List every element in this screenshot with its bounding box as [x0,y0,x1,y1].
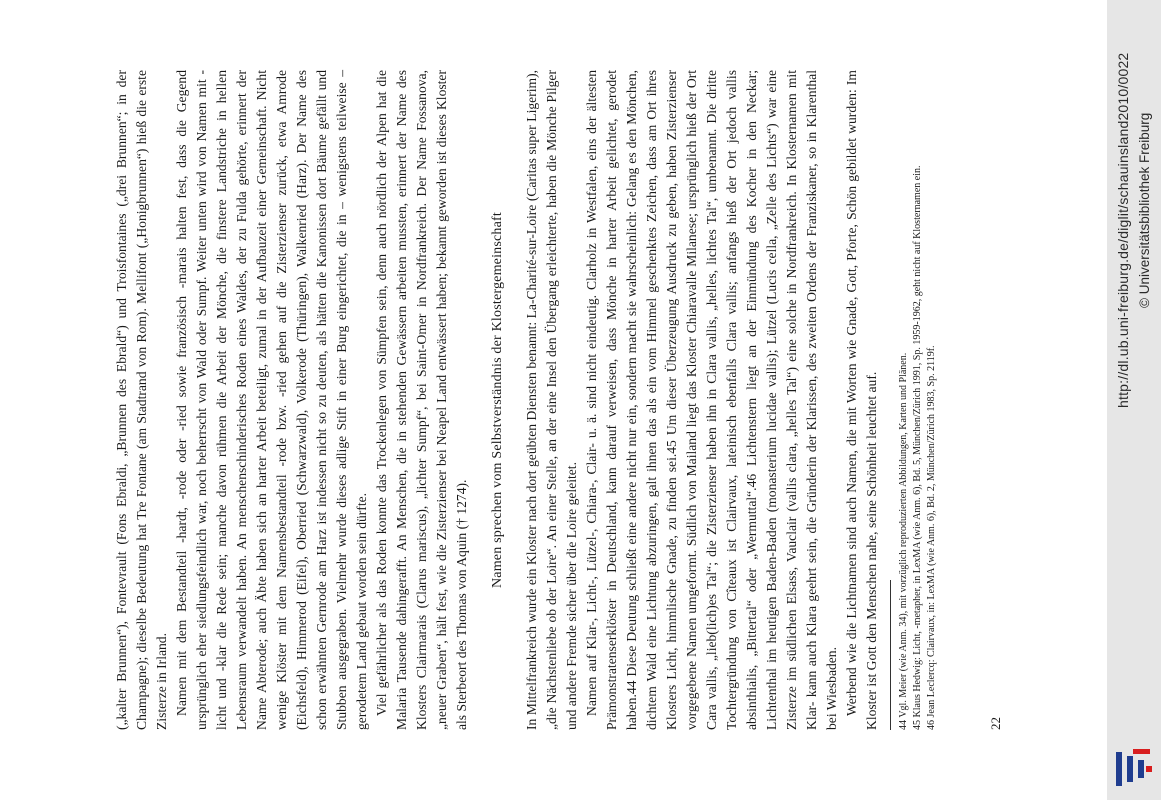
strip-text-rotated [1107,0,1161,800]
copyright-notice: © Universitätsbibliothek Freiburg [1137,112,1152,308]
paragraph: Namen mit dem Bestandteil -hardt, -rode oder -ried sowie französisch -marais halten fest, dass die Gegend ursprünglich eher siedlungsfeindlich war, noch beherrscht von Wald oder Sumpf. Weiter unten wird von Namen mit -licht und -klar die Rede sein; manche davon rühmen die Arbeit der Mönche, die finstere Landstriche in hellen Lebensraum verwandelt haben. An menschenschinderisches Roden eines Waldes, der zu Fulda gehörte, erinnert der Name Abterode; auch Äbte haben sich an harter Arbeit beteiligt, zumal in der Aufbauzeit einer Gemeinschaft. Nicht wenige Klöster mit dem Namensbestandteil -rode bzw. -ried gehen auf die Zisterzienser zurück, etwa Amrode (Eichsfeld), Himmerod (Eifel), Oberried (Schwarzwald), Volkerode (Thüringen), Walkenried (Harz). Der Name des schon erwähnten Gernrode am Harz ist indessen nicht so zu deuten, als hätten die Kanonissen dort Bäume gefällt und Stubben ausgegraben. Vielmehr wurde dieses adlige Stift in einer Burg eingerichtet, die in – wenigstens teilweise – gerodetem Land gebaut worden sein dürfte. [174,70,369,730]
section-heading: Namen sprechen vom Selbstverständnis der Klostergemeinschaft [490,211,505,589]
paragraph: Namen auf Klar-, Licht-, Lützel-, Chiara-, Clair- u. ä. sind nicht eindeutig. Clarholz in Westfalen, eins der ältesten Prämonstratenserklöster in Deutschland, kann darauf verweisen, dass Mönche in harter Arbeit gelichtet, gerodet haben.44 Diese Deutung schließt eine andere nicht nur ein, sondern macht sie wahrscheinlich: Gelang es den Mönchen, dichtem Wald eine Lichtung abzuringen, galt ihnen das als ein vom Himmel geschenktes Zeichen, dass am Ort ihres Klosters Licht, himmlische Gnade, zu finden sei.45 Um dieser Überzeugung Ausdruck zu geben, haben Zisterzienser vorgegebene Namen umgeformt. Südlich von Mailand liegt das Kloster Chiaravalle Milanese; ursprünglich hieß der Ort Cara vallis, „lieb(lich)es Tal“; die Zisterzienser haben ihn in Clara vallis, „helles, lichtes Tal“, umbenannt. Die dritte Tochtergründung von Cîteaux ist Clairvaux, lateinisch ebenfalls Clara vallis; anfangs hieß der Ort jedoch vallis absinthialis, „Bittertal“ oder „Wermuttal“.46 Lichtenstern liegt an der Einmündung des Kocher in den Neckar; Lichtenthal im heutigen Baden-Baden (monasterium lucidae vallis); Lützel (Lucis cella, „Zelle des Lichts“) war eine Zisterze im südlichen Elsass, Vauclair (vallis clara, „helles Tal“) eine solche in Nordfrankreich. In Klosternamen mit Klar- kann auch Klara geehrt sein, die Gründerin der Klarissen, des zweiten Ordens der Franziskaner, so in Klarenthal bei Wiesbaden. [584,70,839,730]
library-sidebar-strip [1107,0,1161,800]
page-number: 22 [988,717,1003,730]
footnote: 45 Klaus Hedwig: Licht, -metapher, in LexMA (wie Anm. 6), Bd. 5, München/Zürich 1991, Sp. 1959-1962, geht nicht auf Klosternamen ein. [912,165,923,730]
footnote-divider [890,580,891,730]
footnote: 44 Vgl. Meier (wie Anm. 34), mit vorzüglich reproduzierten Abbildungen, Karten und Plänen. [898,352,909,730]
paragraph: In Mittelfrankreich wurde ein Kloster nach dort geübten Diensten benannt: La-Charité-sur-Loire (Caritas super Ligerim), „die Nächstenliebe ob der Loire“. An einer Stelle, an der eine Insel den Übergang erleichterte, haben die Mönche Pilger und andere Fremde sicher über die Loire geleitet. [524,70,579,730]
page-body [112,70,939,730]
ub-freiburg-logo-icon [1113,748,1155,790]
paragraph: Viel gefährlicher als das Roden konnte das Trockenlegen von Sümpfen sein, denn auch nördlich der Alpen hat die Malaria Tausende dahingerafft. An Menschen, die in stehenden Gewässern arbeiten mussten, erinnert der Name des Klosters Clairmarais (Clarus mariscus), „lichter Sumpf“, bei Saint-Omer in Nordfrankreich. Der Name Fossanova, „neuer Graben“, hält fest, wie die Zisterzienser bei Neapel Land entwässert haben; bekannt geworden ist dieses Kloster als Sterbeort des Thomas von Aquin († 1274). [374,70,469,730]
paragraph: („kalter Brunnen“), Fontevrault (Fons Ebraldi, „Brunnen des Ebrald“) und Troisfontaines („drei Brunnen“; in der Champagne); dieselbe Bedeutung hat Tre Fontane (am Stadtrand von Rom). Mellifont („Honigbrunnen“) hieß die erste Zisterze in Irland. [114,70,169,730]
paragraph: Werbend wie die Lichtnamen sind auch Namen, die mit Worten wie Gnade, Gott, Pforte, Schön gebildet wurden: Im Kloster ist Gott den Menschen nahe, seine Schönheit leuchtet auf. [844,70,879,730]
source-url-link[interactable]: http://dl.ub.uni-freiburg.de/diglit/schauinsland2010/0022 [1115,52,1131,408]
footnote: 46 Jean Leclercq: Clairvaux, in: LexMA (wie Anm. 6), Bd. 2, München/Zürich 1983, Sp. 2119f. [926,345,937,730]
